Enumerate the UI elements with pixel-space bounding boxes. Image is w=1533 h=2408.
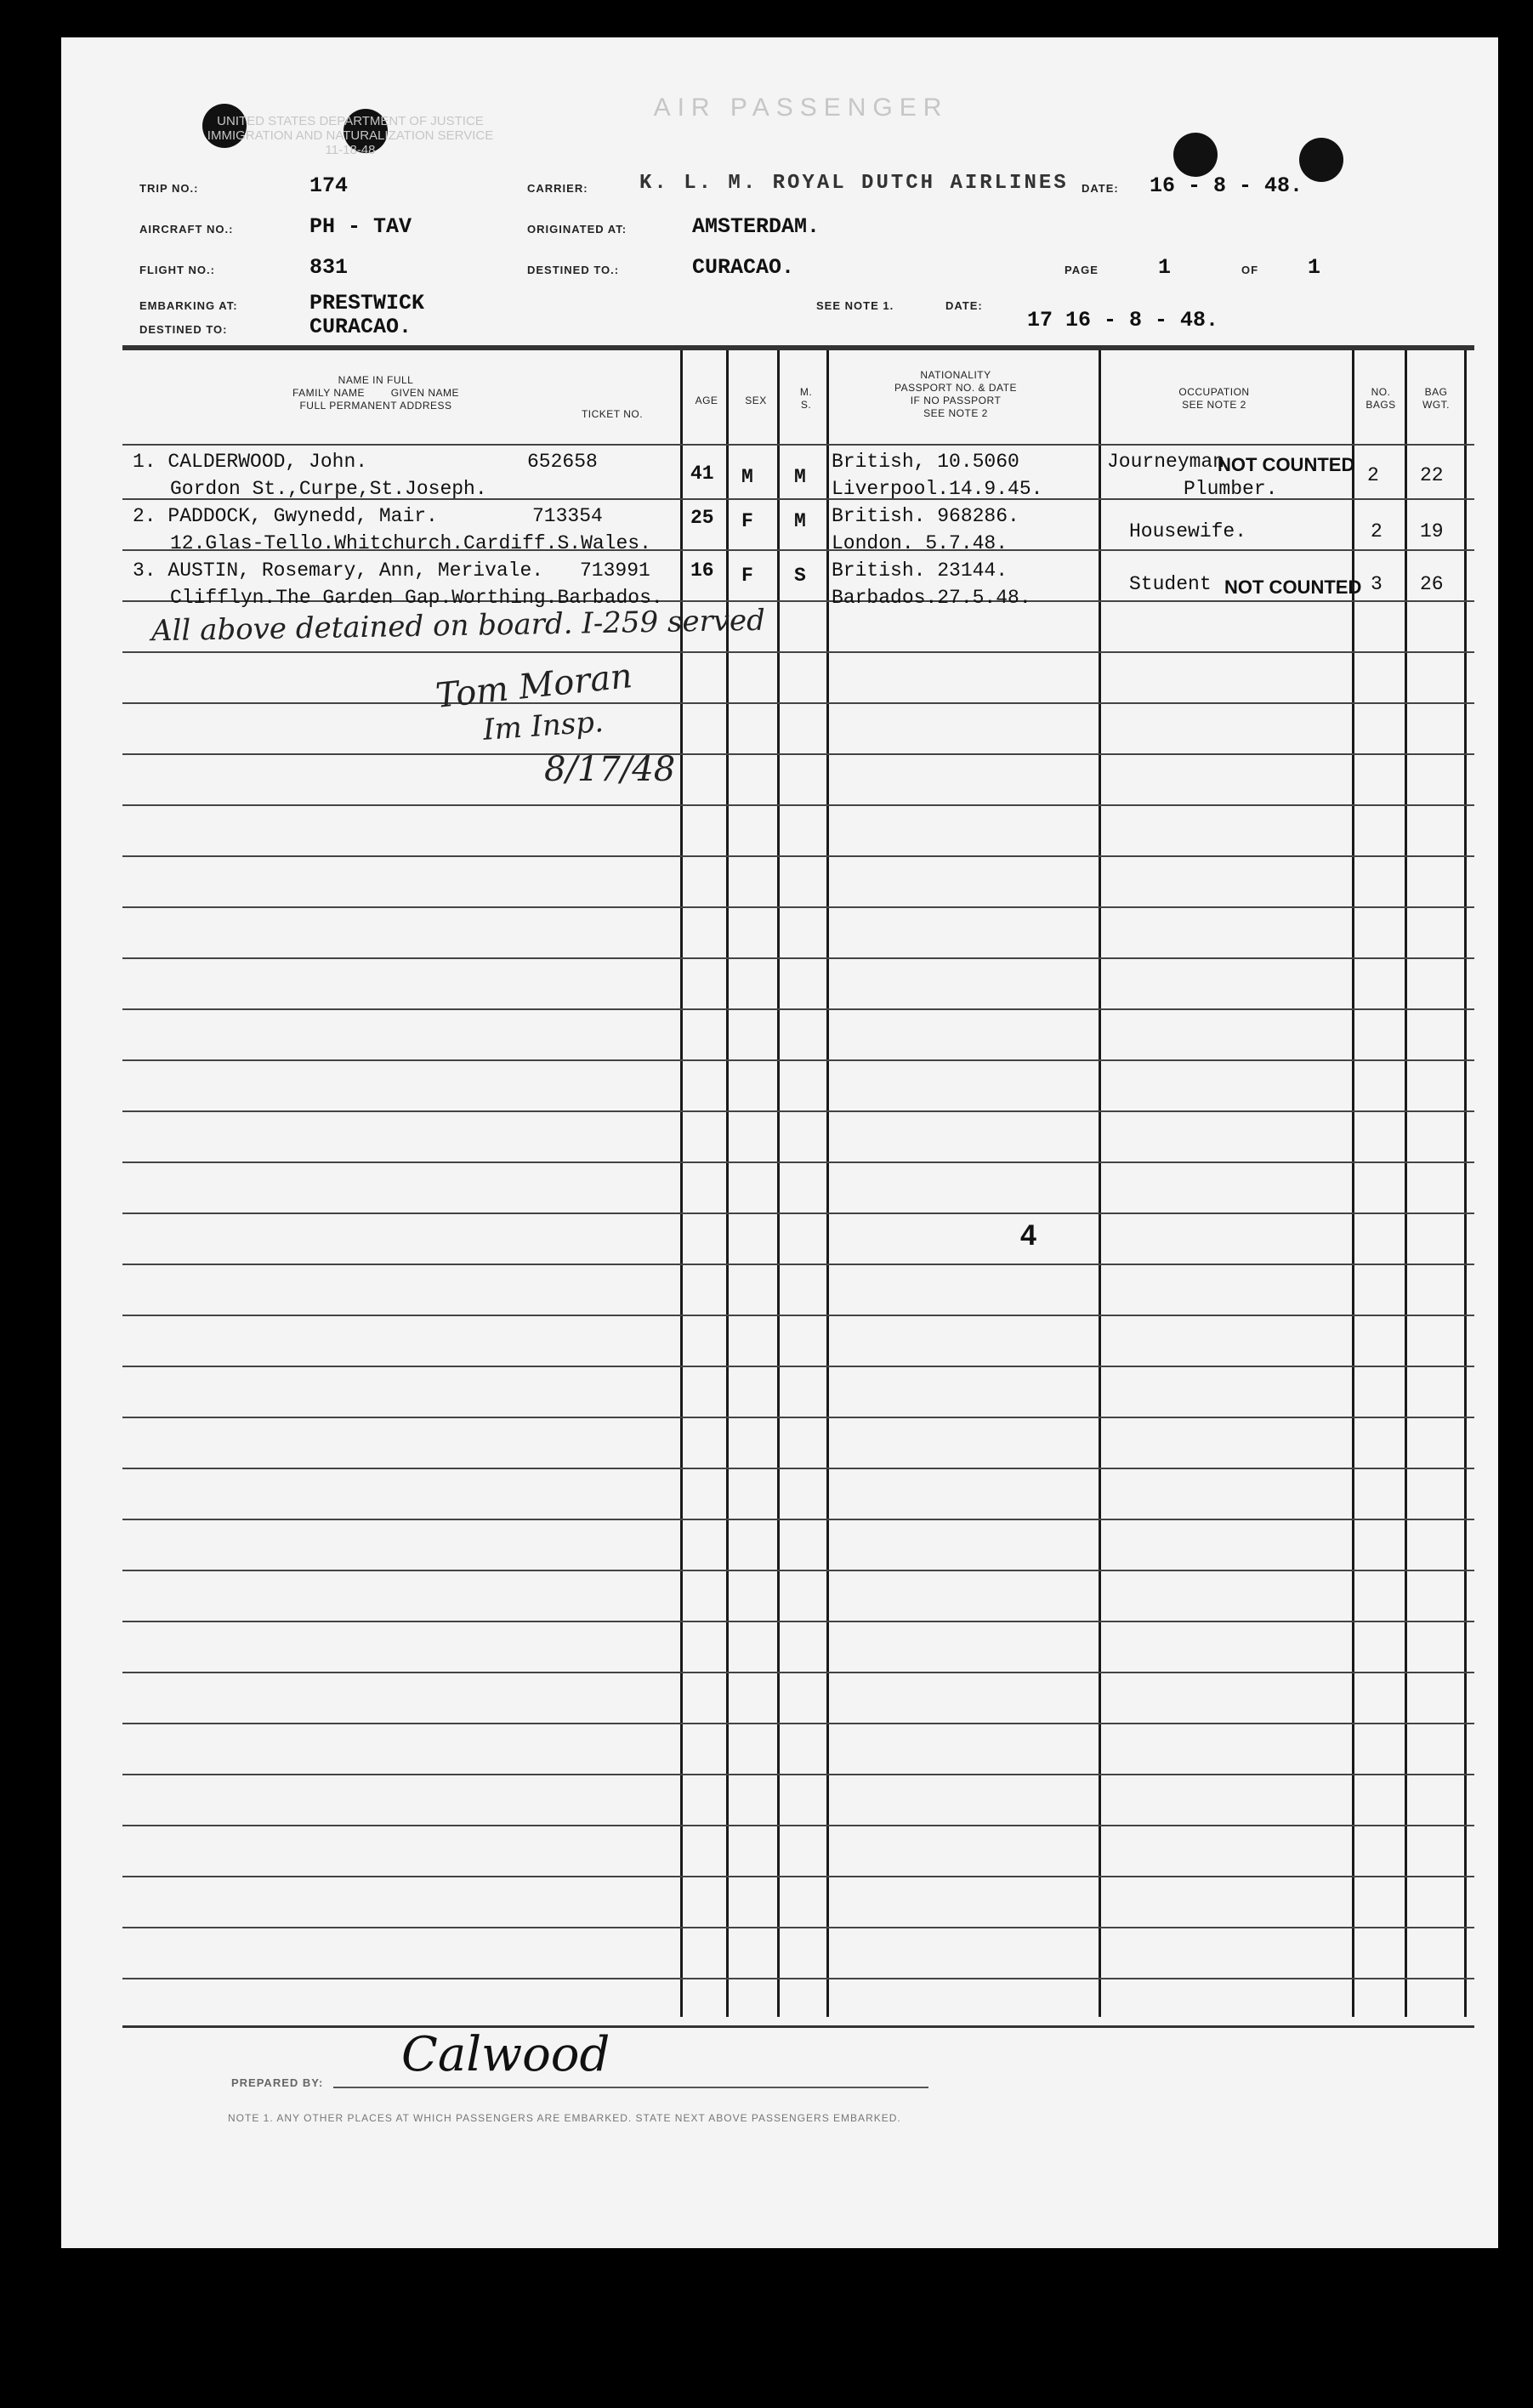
row-weight: 19 (1420, 520, 1444, 542)
col-header-name (189, 374, 563, 412)
ruled-line (122, 1570, 1474, 1571)
flight-label: FLIGHT NO.: (139, 264, 215, 276)
row-ms: S (794, 565, 806, 587)
row-ticket: 652658 (527, 451, 598, 473)
col-wgt-1: BAG (1424, 386, 1448, 398)
row-weight: 26 (1420, 573, 1444, 595)
trip-value: 174 (309, 173, 349, 198)
destined-value: CURACAO. (692, 255, 795, 280)
row-bags: 2 (1371, 520, 1383, 542)
col-family-given (189, 387, 563, 400)
row-age: 25 (690, 507, 714, 529)
row-address: Clifflyn.The Garden Gap.Worthing.Barbados. (170, 587, 663, 609)
ruled-line (122, 1774, 1474, 1775)
ruled-line (122, 753, 1474, 755)
ruled-line (122, 1417, 1474, 1418)
trip-label: TRIP NO.: (139, 182, 199, 195)
col-wgt-2: WGT. (1422, 399, 1450, 411)
punch-hole (1299, 138, 1343, 182)
row-age: 41 (690, 463, 714, 485)
col-occ-1: OCCUPATION (1178, 386, 1250, 398)
inspector-title: Im Insp. (481, 705, 605, 747)
row-age: 16 (690, 559, 714, 582)
col-nat-1: NATIONALITY (920, 369, 991, 381)
row-sex: M (741, 466, 753, 488)
ruled-line (122, 1315, 1474, 1316)
aircraft-label: AIRCRAFT NO.: (139, 223, 234, 236)
ruled-line (122, 651, 1474, 653)
agency-line-2: IMMIGRATION AND NATURALIZATION SERVICE (207, 128, 494, 143)
destined2-label: DESTINED TO: (139, 323, 228, 336)
page-number-stamp: 4 (1020, 1219, 1036, 1252)
of-value: 1 (1308, 255, 1321, 280)
row-passport: Liverpool.14.9.45. (832, 478, 1043, 500)
row-passport: Barbados.27.5.48. (832, 587, 1031, 609)
row-nationality: British, 10.5060 (832, 451, 1019, 473)
ruled-line (122, 1723, 1474, 1724)
footer-note-1: NOTE 1. ANY OTHER PLACES AT WHICH PASSENGERS ARE EMBARKED. STATE NEXT ABOVE PASSENGERS EMBARKED. (228, 2112, 901, 2124)
inspector-signature: Tom Moran (434, 656, 634, 717)
row-name: 2. PADDOCK, Gwynedd, Mair. (133, 505, 438, 527)
date2-value: 17 16 - 8 - 48. (1027, 308, 1219, 332)
ruled-line (122, 957, 1474, 959)
ruled-line (122, 1468, 1474, 1469)
header-separator (122, 345, 1474, 350)
ruled-line (122, 1366, 1474, 1367)
col-ticket: TICKET NO. (581, 408, 644, 420)
flight-value: 831 (309, 255, 349, 280)
col-bags-2: BAGS (1366, 399, 1396, 411)
row-nationality: British. 23144. (832, 559, 1008, 582)
destined-label: DESTINED TO.: (527, 264, 620, 276)
col-sex: SEX (745, 395, 767, 406)
not-counted-stamp: NOT COUNTED (1224, 576, 1362, 598)
row-ticket: 713354 (532, 505, 603, 527)
manifest-page (61, 37, 1498, 2248)
row-occupation: Student (1129, 573, 1212, 595)
col-nat-4: SEE NOTE 2 (923, 407, 988, 419)
col-family: FAMILY NAME (292, 387, 366, 399)
destined2-value: CURACAO. (309, 315, 412, 339)
ruled-line (122, 1264, 1474, 1265)
agency-code: 11-18-48 (325, 143, 376, 157)
col-nat-2: PASSPORT NO. & DATE (894, 382, 1017, 394)
row-ms: M (794, 510, 806, 532)
originated-value: AMSTERDAM. (692, 214, 820, 239)
row-sex: F (741, 565, 753, 587)
col-age: AGE (695, 395, 718, 406)
ruled-line (122, 1876, 1474, 1877)
embarking-value: PRESTWICK (309, 291, 425, 315)
agency-block (129, 114, 571, 157)
col-ms (784, 386, 828, 412)
col-address: FULL PERMANENT ADDRESS (299, 400, 452, 412)
row-occupation: Journeyman (1107, 451, 1225, 473)
col-occ-2: SEE NOTE 2 (1182, 399, 1246, 411)
col-bags (1357, 386, 1405, 412)
ruled-line (122, 1008, 1474, 1010)
page-label: PAGE (1065, 264, 1099, 276)
row-passport: London. 5.7.48. (832, 532, 1008, 554)
col-ms-1: M. (799, 386, 813, 398)
col-nat-3: IF NO PASSPORT (910, 395, 1002, 406)
ruled-line (122, 804, 1474, 806)
ruled-line (122, 1110, 1474, 1112)
col-occupation (1104, 386, 1325, 412)
ruled-line (122, 906, 1474, 908)
date-label: DATE: (1082, 182, 1119, 195)
carrier-value: K. L. M. ROYAL DUTCH AIRLINES (639, 172, 1069, 195)
handwritten-note: All above detained on board. I-259 served (150, 603, 766, 649)
embarking-label: EMBARKING AT: (139, 299, 238, 312)
ruled-line (122, 1213, 1474, 1214)
carrier-label: CARRIER: (527, 182, 588, 195)
row-occupation-2: Plumber. (1184, 478, 1278, 500)
footer-separator (122, 2025, 1474, 2028)
row-sex: F (741, 510, 753, 532)
page-value: 1 (1158, 255, 1172, 280)
row-name: 3. AUSTIN, Rosemary, Ann, Merivale. (133, 559, 544, 582)
row-address: Gordon St.,Curpe,St.Joseph. (170, 478, 487, 500)
prepared-by-line (333, 2087, 928, 2088)
ruled-line (122, 1059, 1474, 1061)
row-address: 12.Glas-Tello.Whitchurch.Cardiff.S.Wales. (170, 532, 651, 554)
col-given: GIVEN NAME (390, 387, 460, 399)
col-ms-2: S. (800, 399, 812, 411)
preparer-signature: Calwood (401, 2027, 610, 2082)
col-name: NAME IN FULL (338, 374, 414, 386)
ruled-line (122, 1621, 1474, 1622)
row-occupation: Housewife. (1129, 520, 1247, 542)
col-wgt (1410, 386, 1462, 412)
prepared-by-label: PREPARED BY: (231, 2076, 324, 2089)
row-ms: M (794, 466, 806, 488)
ruled-line (122, 1672, 1474, 1673)
date-value: 16 - 8 - 48. (1150, 173, 1303, 198)
col-bags-1: NO. (1371, 386, 1391, 398)
ruled-line (122, 444, 1474, 446)
see-note-label: SEE NOTE 1. (816, 299, 894, 312)
date2-label: DATE: (945, 299, 983, 312)
agency-line-1: UNITED STATES DEPARTMENT OF JUSTICE (217, 114, 484, 128)
ruled-line (122, 1927, 1474, 1928)
originated-label: ORIGINATED AT: (527, 223, 627, 236)
row-bags: 3 (1371, 573, 1383, 595)
row-weight: 22 (1420, 464, 1444, 486)
row-bags: 2 (1367, 464, 1379, 486)
aircraft-value: PH - TAV (309, 214, 412, 239)
ruled-line (122, 855, 1474, 857)
row-nationality: British. 968286. (832, 505, 1019, 527)
ruled-line (122, 702, 1474, 704)
ruled-line (122, 1825, 1474, 1826)
col-nationality (833, 369, 1078, 420)
ruled-line (122, 1161, 1474, 1163)
inspection-date: 8/17/48 (544, 750, 676, 789)
row-name: 1. CALDERWOOD, John. (133, 451, 368, 473)
form-title: AIR PASSENGER (653, 94, 949, 122)
of-label: OF (1241, 264, 1259, 276)
punch-hole (1173, 133, 1218, 177)
row-ticket: 713991 (580, 559, 650, 582)
not-counted-stamp: NOT COUNTED (1218, 454, 1355, 475)
ruled-line (122, 1519, 1474, 1520)
ruled-line (122, 1978, 1474, 1979)
